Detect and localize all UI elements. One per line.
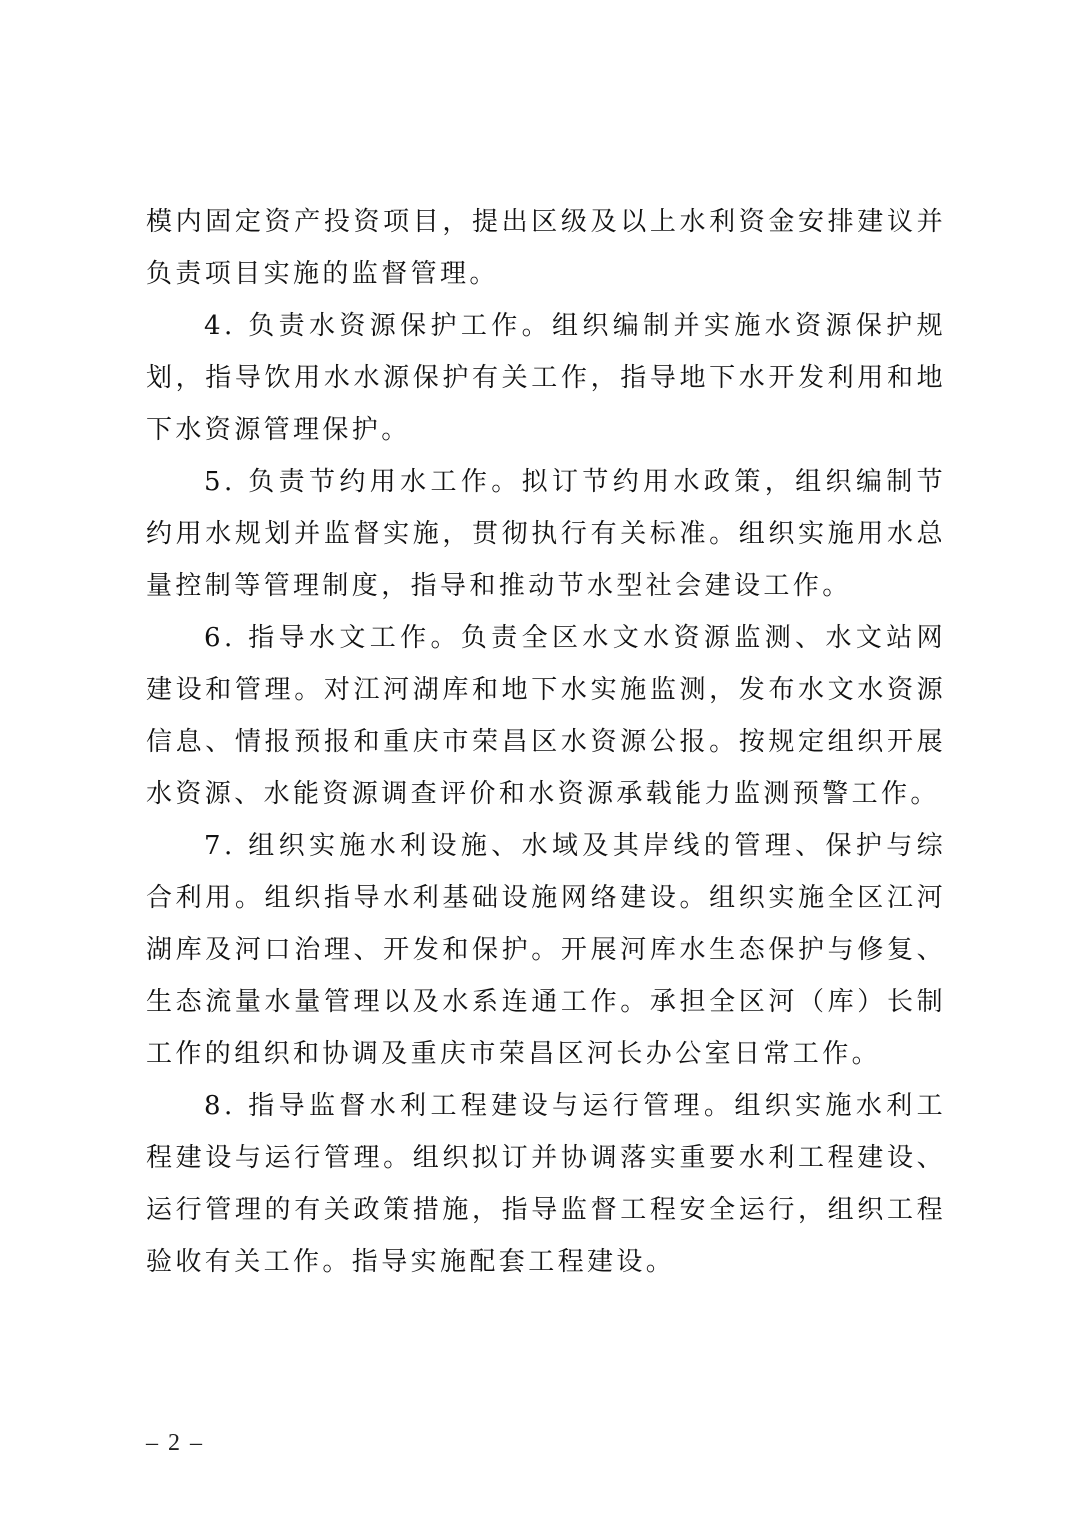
page-number: – 2 – (146, 1430, 204, 1456)
paragraph-item-5: 5. 负责节约用水工作。拟订节约用水政策，组织编制节约用水规划并监督实施，贯彻执行有关标准。组织实施用水总量控制等管理制度，指导和推动节水型社会建设工作。 (146, 467, 946, 601)
paragraph-continuation: 模内固定资产投资项目，提出区级及以上水利资金安排建议并负责项目实施的监督管理。 (146, 207, 946, 289)
body-text (146, 196, 946, 1288)
paragraph-item-4: 4. 负责水资源保护工作。组织编制并实施水资源保护规划，指导饮用水水源保护有关工作，指导地下水开发利用和地下水资源管理保护。 (146, 311, 946, 445)
paragraph-item-7: 7. 组织实施水利设施、水域及其岸线的管理、保护与综合利用。组织指导水利基础设施网络建设。组织实施全区江河湖库及河口治理、开发和保护。开展河库水生态保护与修复、生态流量水量管理以及水系连通工作。承担全区河（库）长制工作的组织和协调及重庆市荣昌区河长办公室日常工作。 (146, 831, 946, 1069)
paragraph-item-8: 8. 指导监督水利工程建设与运行管理。组织实施水利工程建设与运行管理。组织拟订并协调落实重要水利工程建设、运行管理的有关政策措施，指导监督工程安全运行，组织工程验收有关工作。指导实施配套工程建设。 (146, 1091, 946, 1277)
paragraph-item-6: 6. 指导水文工作。负责全区水文水资源监测、水文站网建设和管理。对江河湖库和地下水实施监测，发布水文水资源信息、情报预报和重庆市荣昌区水资源公报。按规定组织开展水资源、水能资源调查评价和水资源承载能力监测预警工作。 (146, 623, 946, 809)
